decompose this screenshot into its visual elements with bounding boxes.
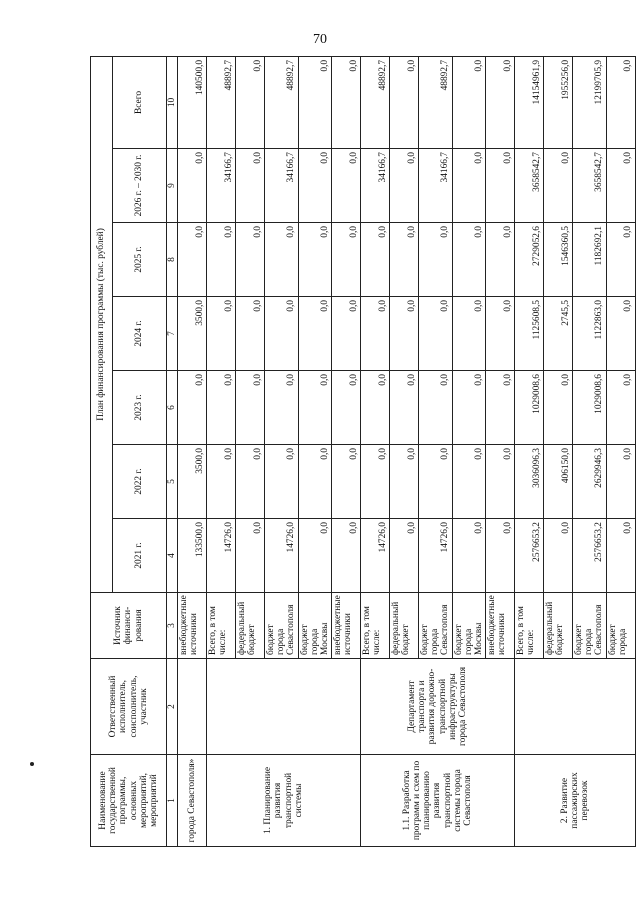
header-plan: План финансирования программы (тыс. рублей) <box>91 56 113 592</box>
item-name-cell: 1. Планирование развития транспортной системы <box>207 755 361 847</box>
source-cell: федеральный бюджет <box>236 593 265 659</box>
value-cell: 0,0 <box>236 149 265 223</box>
value-cell: 0,0 <box>452 149 485 223</box>
value-cell: 0,0 <box>298 371 331 445</box>
total-cell: 48892,7 <box>265 56 298 148</box>
value-cell: 0,0 <box>361 297 390 371</box>
value-cell: 14726,0 <box>361 519 390 593</box>
total-cell: 0,0 <box>298 56 331 148</box>
table-body <box>178 56 635 846</box>
value-cell: 0,0 <box>236 519 265 593</box>
value-cell: 34166,7 <box>265 149 298 223</box>
executor-cell <box>515 659 635 755</box>
value-cell: 0,0 <box>390 371 419 445</box>
source-cell: бюджет города Севастополя <box>265 593 298 659</box>
total-cell: 0,0 <box>236 56 265 148</box>
value-cell: 0,0 <box>298 445 331 519</box>
value-cell: 34166,7 <box>207 149 236 223</box>
source-cell: бюджет города Севастополя <box>573 593 606 659</box>
value-cell: 0,0 <box>390 445 419 519</box>
value-cell: 0,0 <box>265 223 298 297</box>
value-cell: 0,0 <box>236 371 265 445</box>
header-year-2024: 2024 г. <box>113 297 167 371</box>
value-cell: 0,0 <box>486 149 515 223</box>
col-number: 4 <box>167 519 178 593</box>
value-cell: 0,0 <box>544 149 573 223</box>
value-cell: 0,0 <box>606 445 635 519</box>
value-cell: 34166,7 <box>419 149 452 223</box>
executor-cell <box>178 659 207 755</box>
value-cell: 0,0 <box>606 519 635 593</box>
value-cell: 0,0 <box>606 371 635 445</box>
value-cell: 1029008,6 <box>515 371 544 445</box>
table-rotated-wrapper <box>90 57 634 847</box>
item-name-cell: города Севастополя» <box>178 755 207 847</box>
total-cell: 48892,7 <box>207 56 236 148</box>
value-cell: 0,0 <box>390 519 419 593</box>
executor-cell <box>207 659 361 755</box>
value-cell: 0,0 <box>486 223 515 297</box>
value-cell: 0,0 <box>452 297 485 371</box>
col-number: 1 <box>167 755 178 847</box>
value-cell: 1546360,5 <box>544 223 573 297</box>
value-cell: 0,0 <box>544 519 573 593</box>
value-cell: 0,0 <box>419 445 452 519</box>
header-year-2021: 2021 г. <box>113 519 167 593</box>
table-row <box>361 56 390 846</box>
value-cell: 0,0 <box>361 445 390 519</box>
value-cell: 3500,0 <box>178 445 207 519</box>
value-cell: 0,0 <box>207 445 236 519</box>
value-cell: 3658542,7 <box>515 149 544 223</box>
source-cell: бюджет города Москвы <box>298 593 331 659</box>
value-cell: 0,0 <box>361 223 390 297</box>
value-cell: 406150,0 <box>544 445 573 519</box>
value-cell: 1122863,0 <box>573 297 606 371</box>
financing-table <box>90 56 636 847</box>
table-row <box>207 56 236 846</box>
stray-dot-mark <box>30 762 34 766</box>
source-cell: бюджет города Севастополя <box>419 593 452 659</box>
rotated-table-area <box>90 57 634 847</box>
total-cell: 48892,7 <box>361 56 390 148</box>
value-cell: 0,0 <box>207 297 236 371</box>
value-cell: 2576653,2 <box>573 519 606 593</box>
value-cell: 0,0 <box>332 371 361 445</box>
value-cell: 0,0 <box>265 371 298 445</box>
value-cell: 0,0 <box>452 445 485 519</box>
value-cell: 0,0 <box>606 297 635 371</box>
header-total: Всего <box>113 56 167 148</box>
value-cell: 14726,0 <box>265 519 298 593</box>
value-cell: 3658542,7 <box>573 149 606 223</box>
value-cell: 0,0 <box>332 445 361 519</box>
value-cell: 0,0 <box>606 223 635 297</box>
source-cell: внебюджетные источники <box>486 593 515 659</box>
value-cell: 0,0 <box>265 297 298 371</box>
col-number: 3 <box>167 593 178 659</box>
source-cell: бюджет города <box>606 593 635 659</box>
value-cell: 0,0 <box>419 371 452 445</box>
value-cell: 2576653,2 <box>515 519 544 593</box>
value-cell: 0,0 <box>390 297 419 371</box>
value-cell: 0,0 <box>298 297 331 371</box>
header-executor: Ответственный исполнитель, соисполнитель, участник <box>91 659 167 755</box>
source-cell: Всего, в том числе: <box>515 593 544 659</box>
value-cell: 34166,7 <box>361 149 390 223</box>
value-cell: 0,0 <box>390 223 419 297</box>
source-cell: внебюджетные источники <box>332 593 361 659</box>
total-cell: 48892,7 <box>419 56 452 148</box>
value-cell: 0,0 <box>178 149 207 223</box>
value-cell: 0,0 <box>298 149 331 223</box>
table-row <box>515 56 544 846</box>
value-cell: 3500,0 <box>178 297 207 371</box>
header-year-2026-2030: 2026 г. – 2030 г. <box>113 149 167 223</box>
value-cell: 1182692,1 <box>573 223 606 297</box>
value-cell: 0,0 <box>207 371 236 445</box>
value-cell: 2629946,3 <box>573 445 606 519</box>
source-cell: Всего, в том числе: <box>361 593 390 659</box>
source-cell: внебюджетные источники <box>178 593 207 659</box>
source-cell: федеральный бюджет <box>390 593 419 659</box>
col-number: 9 <box>167 149 178 223</box>
col-number: 7 <box>167 297 178 371</box>
item-name-cell: 2. Развитие пассажирских перевозок <box>515 755 635 847</box>
value-cell: 0,0 <box>606 149 635 223</box>
value-cell: 0,0 <box>486 519 515 593</box>
value-cell: 0,0 <box>452 519 485 593</box>
value-cell: 2729052,6 <box>515 223 544 297</box>
total-cell: 0,0 <box>486 56 515 148</box>
total-cell: 1955256,0 <box>544 56 573 148</box>
value-cell: 0,0 <box>452 371 485 445</box>
value-cell: 1029008,6 <box>573 371 606 445</box>
value-cell: 0,0 <box>178 371 207 445</box>
value-cell: 1125608,5 <box>515 297 544 371</box>
total-cell: 0,0 <box>452 56 485 148</box>
header-year-2025: 2025 г. <box>113 223 167 297</box>
value-cell: 0,0 <box>332 519 361 593</box>
value-cell: 0,0 <box>544 371 573 445</box>
col-number: 2 <box>167 659 178 755</box>
value-cell: 0,0 <box>332 149 361 223</box>
value-cell: 0,0 <box>332 297 361 371</box>
page-number: 70 <box>313 32 327 47</box>
value-cell: 0,0 <box>361 371 390 445</box>
value-cell: 0,0 <box>298 223 331 297</box>
value-cell: 0,0 <box>486 445 515 519</box>
value-cell: 14726,0 <box>207 519 236 593</box>
value-cell: 0,0 <box>265 445 298 519</box>
total-cell: 14154961,9 <box>515 56 544 148</box>
value-cell: 0,0 <box>332 223 361 297</box>
col-number: 8 <box>167 223 178 297</box>
value-cell: 133500,0 <box>178 519 207 593</box>
value-cell: 0,0 <box>236 445 265 519</box>
header-year-2023: 2023 г. <box>113 371 167 445</box>
value-cell: 0,0 <box>178 223 207 297</box>
header-year-2022: 2022 г. <box>113 445 167 519</box>
item-name-cell: 1.1. Разработка программ и схем по планированию развития транспортной системы города Севастополя <box>361 755 515 847</box>
total-cell: 0,0 <box>332 56 361 148</box>
col-number: 10 <box>167 56 178 148</box>
value-cell: 0,0 <box>207 223 236 297</box>
total-cell: 0,0 <box>390 56 419 148</box>
table-row <box>178 56 207 846</box>
total-cell: 0,0 <box>606 56 635 148</box>
header-source: Источник финанси-рования <box>91 593 167 659</box>
source-cell: федеральный бюджет <box>544 593 573 659</box>
value-cell: 0,0 <box>452 223 485 297</box>
value-cell: 0,0 <box>298 519 331 593</box>
value-cell: 0,0 <box>236 297 265 371</box>
value-cell: 14726,0 <box>419 519 452 593</box>
value-cell: 0,0 <box>390 149 419 223</box>
source-cell: бюджет города Москвы <box>452 593 485 659</box>
value-cell: 3036096,3 <box>515 445 544 519</box>
total-cell: 12199705,9 <box>573 56 606 148</box>
value-cell: 0,0 <box>236 223 265 297</box>
source-cell: Всего, в том числе: <box>207 593 236 659</box>
value-cell: 0,0 <box>486 297 515 371</box>
executor-cell: Департамент транспорта и развития дорожно-транспортной инфраструктуры города Севастополя <box>361 659 515 755</box>
value-cell: 0,0 <box>419 297 452 371</box>
value-cell: 0,0 <box>419 223 452 297</box>
header-name: Наименование государственной программы, основных мероприятий, мероприятий <box>91 755 167 847</box>
col-number: 6 <box>167 371 178 445</box>
col-number: 5 <box>167 445 178 519</box>
total-cell: 140500,0 <box>178 56 207 148</box>
value-cell: 2745,5 <box>544 297 573 371</box>
value-cell: 0,0 <box>486 371 515 445</box>
